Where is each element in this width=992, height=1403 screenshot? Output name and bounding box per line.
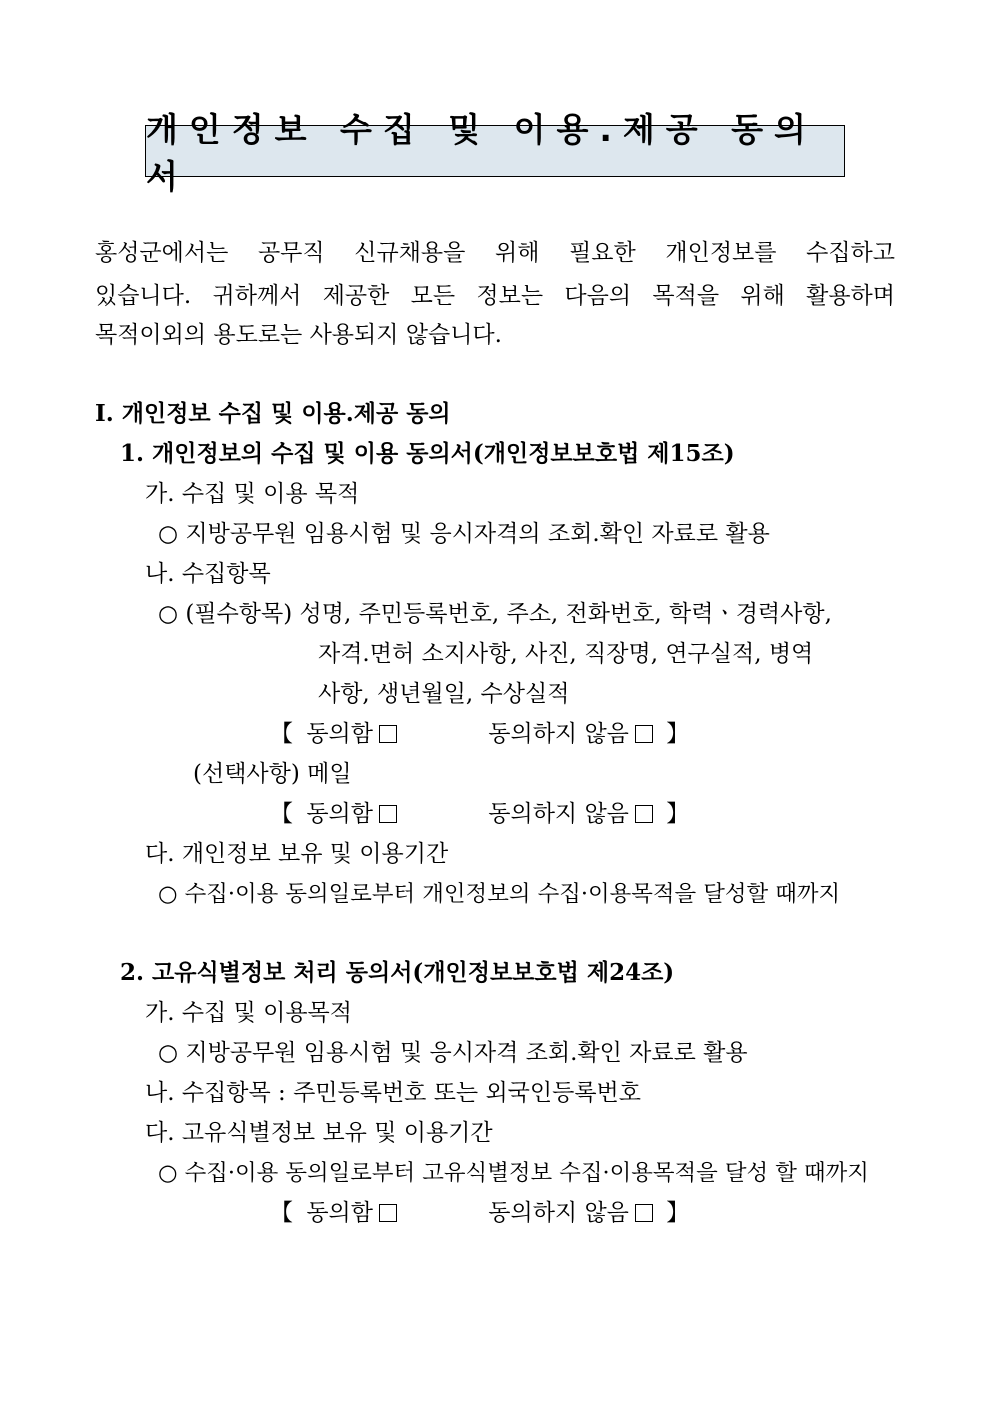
part1-optional: (선택사항) 메일 (193, 761, 352, 787)
part1-ga-item: ○ 지방공무원 임용시험 및 응시자격의 조회.확인 자료로 활용 (158, 521, 770, 547)
consent-disagree-label: 동의하지 않음 (488, 721, 629, 747)
consent-close-bracket: 】 (666, 721, 690, 747)
document-title: 개인정보 수집 및 이용.제공 동의서 (146, 110, 817, 196)
part1-ga: 가. 수집 및 이용 목적 (145, 481, 360, 507)
consent-agree-label: 동의함 (306, 801, 373, 827)
part1-na-item-2: 자격.면허 소지사항, 사진, 직장명, 연구실적, 병역 (318, 641, 814, 667)
part2-da: 다. 고유식별정보 보유 및 이용기간 (145, 1120, 493, 1146)
consent-close-bracket: 】 (666, 1200, 690, 1226)
disagree-checkbox[interactable] (635, 805, 653, 823)
part1-da: 다. 개인정보 보유 및 이용기간 (145, 841, 449, 867)
consent-disagree-label: 동의하지 않음 (488, 1200, 629, 1226)
disagree-checkbox[interactable] (635, 1204, 653, 1222)
document-title-box (145, 110, 845, 196)
consent-open-bracket: 【 (270, 721, 293, 747)
section-heading: Ⅰ. 개인정보 수집 및 이용.제공 동의 (95, 400, 451, 427)
agree-checkbox[interactable] (379, 725, 397, 743)
part2-na: 나. 수집항목 : 주민등록번호 또는 외국인등록번호 (145, 1080, 641, 1106)
part2-ga: 가. 수집 및 이용목적 (145, 1000, 352, 1026)
part1-na-item-3: 사항, 생년월일, 수상실적 (318, 681, 570, 707)
part1-da-item: ○ 수집·이용 동의일로부터 개인정보의 수집·이용목적을 달성할 때까지 (158, 881, 841, 907)
intro-line-2: 있습니다. 귀하께서 제공한 모든 정보는 다음의 목적을 위해 활용하며 (95, 283, 895, 309)
part1-heading: 1. 개인정보의 수집 및 이용 동의서(개인정보보호법 제15조) (120, 440, 735, 467)
part1-na: 나. 수집항목 (145, 561, 271, 587)
consent-agree-label: 동의함 (306, 721, 373, 747)
agree-checkbox[interactable] (379, 1204, 397, 1222)
consent-row-required (270, 719, 689, 749)
consent-open-bracket: 【 (270, 1200, 293, 1226)
consent-agree-label: 동의함 (306, 1200, 373, 1226)
part2-da-item: ○ 수집·이용 동의일로부터 고유식별정보 수집·이용목적을 달성 할 때까지 (158, 1160, 869, 1186)
intro-line-3: 목적이외의 용도로는 사용되지 않습니다. (95, 322, 502, 348)
consent-row-unique-id (270, 1198, 689, 1228)
intro-line-1: 홍성군에서는 공무직 신규채용을 위해 필요한 개인정보를 수집하고 (95, 240, 895, 266)
consent-open-bracket: 【 (270, 801, 293, 827)
part2-heading: 2. 고유식별정보 처리 동의서(개인정보보호법 제24조) (120, 959, 675, 986)
part2-ga-item: ○ 지방공무원 임용시험 및 응시자격 조회.확인 자료로 활용 (158, 1040, 748, 1066)
agree-checkbox[interactable] (379, 805, 397, 823)
consent-close-bracket: 】 (666, 801, 690, 827)
disagree-checkbox[interactable] (635, 725, 653, 743)
consent-disagree-label: 동의하지 않음 (488, 801, 629, 827)
part1-na-item-1: ○ (필수항목) 성명, 주민등록번호, 주소, 전화번호, 학력ㆍ경력사항, (158, 601, 832, 627)
consent-row-optional (270, 799, 689, 829)
